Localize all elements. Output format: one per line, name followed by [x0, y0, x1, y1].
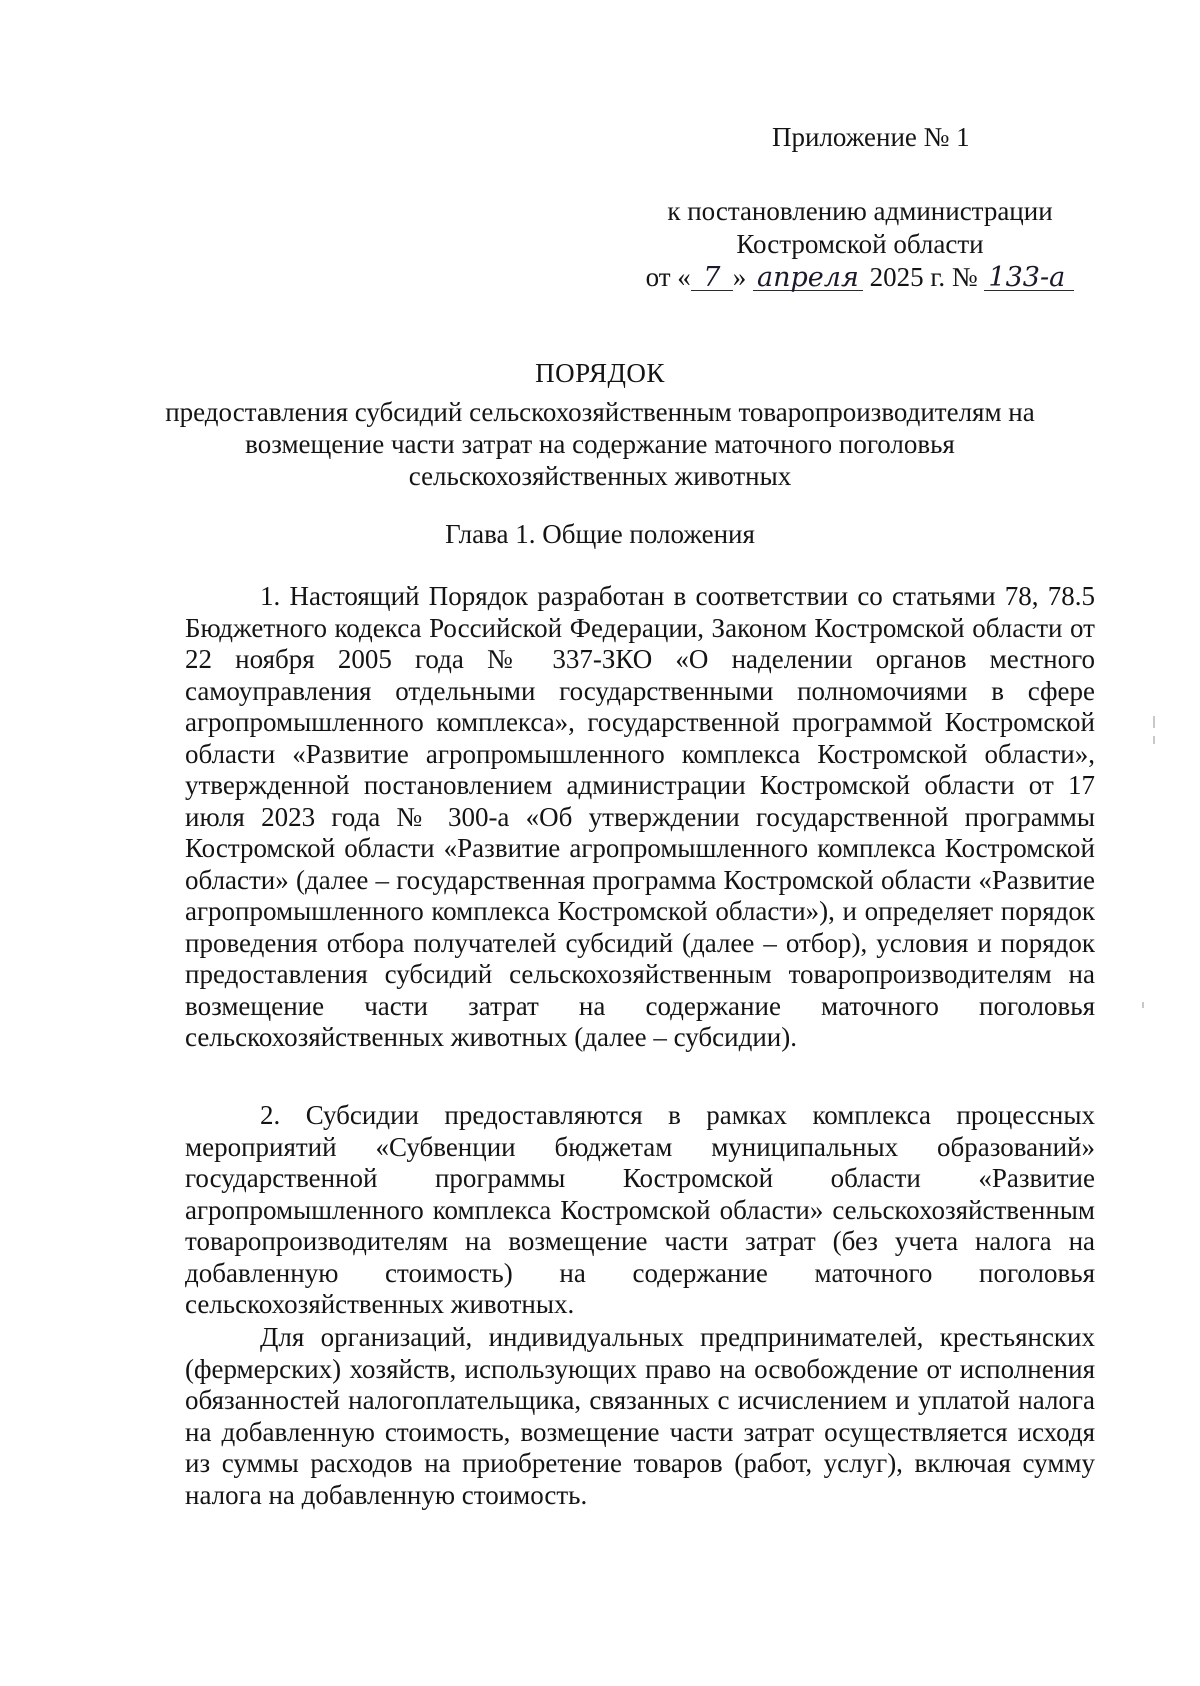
handwritten-day: 7	[691, 266, 733, 291]
document-title: ПОРЯДОК	[535, 358, 665, 388]
date-prefix: от «	[645, 262, 691, 292]
scan-artifact	[1153, 716, 1155, 728]
paragraph-2: 2. Субсидии предоставляются в рамках комплекса процессных мероприятий «Субвенции бюджетам муниципальных образований» государственной программы Костромской области «Развитие агропромышленного комплекса Костромской области» сельскохозяйственным товаропроизводителям на возмещение части затрат (без учета налога на добавленную стоимость) на содержание маточного поголовья сельскохозяйственных животных.	[185, 1100, 1095, 1319]
decree-date-line	[630, 261, 1090, 294]
chapter-heading: Глава 1. Общие положения	[445, 519, 755, 549]
scan-artifact	[1153, 736, 1155, 744]
date-mid: »	[732, 262, 747, 292]
paragraph-1: 1. Настоящий Порядок разработан в соответствии со статьями 78, 78.5 Бюджетного кодекса Российской Федерации, Законом Костромской области от 22 ноября 2005 года № 337-ЗКО «О наделении органов местного самоуправления отдельными государственными полномочиями в сфере агропромышленного комплекса», государственной программой Костромской области «Развитие агропромышленного комплекса Костромской области», утвержденной постановлением администрации Костромской области от 17 июля 2023 года № 300-а «Об утверждении государственной программы Костромской области «Развитие агропромышленного комплекса Костромской области» (далее – государственная программа Костромской области «Развитие агропромышленного комплекса Костромской области»), и определяет порядок проведения отбора получателей субсидий (далее – отбор), условия и порядок предоставления субсидий сельскохозяйственным товаропроизводителям на возмещение части затрат на содержание маточного поголовья сельскохозяйственных животных (далее – субсидии).	[185, 581, 1095, 1052]
paragraph-2-block	[185, 1100, 1095, 1321]
paragraph-3: Для организаций, индивидуальных предпринимателей, крестьянских (фермерских) хозяйств, использующих право на освобождение от исполнения обязанностей налогоплательщика, связанных с исчислением и уплатой налога на добавленную стоимость, возмещение части затрат осуществляется исходя из суммы расходов на приобретение товаров (работ, услуг), включая сумму налога на добавленную стоимость.	[185, 1322, 1095, 1510]
handwritten-decree-number: 133-а	[984, 266, 1074, 291]
date-year: 2025 г. №	[869, 262, 978, 292]
decree-line-2: Костромской области	[736, 229, 984, 259]
handwritten-month: апреля	[753, 266, 863, 291]
decree-reference	[630, 195, 1090, 294]
paragraph-1-block	[185, 581, 1095, 1054]
decree-line-1: к постановлению администрации	[667, 196, 1053, 226]
document-subtitle: предоставления субсидий сельскохозяйственным товаропроизводителям на возмещение части затрат на содержание маточного поголовья сельскохозяйственных животных	[165, 397, 1035, 491]
annex-title: Приложение № 1	[772, 122, 970, 152]
scan-artifact	[1142, 1002, 1144, 1008]
paragraph-3-block	[185, 1322, 1095, 1511]
